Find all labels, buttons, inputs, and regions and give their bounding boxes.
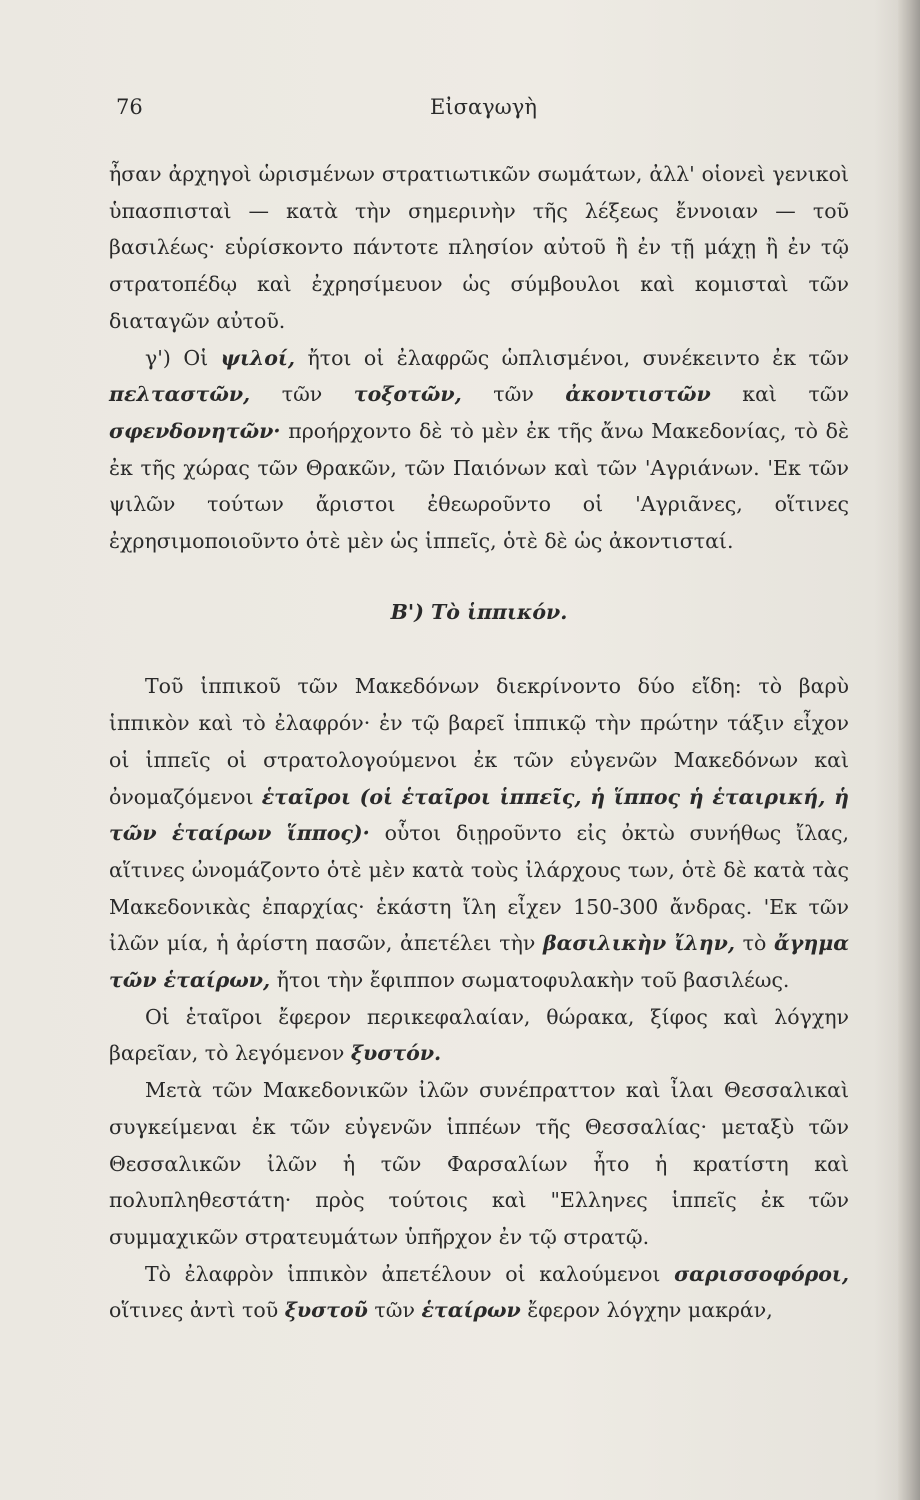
body-text <box>109 156 849 1329</box>
emphasized-term: τοξοτῶν, <box>353 382 462 407</box>
text-run: ἔφερον λόγχην μακράν, <box>520 1298 773 1323</box>
emphasized-term: ξυστόν. <box>350 1041 442 1066</box>
paragraph <box>109 999 849 1072</box>
emphasized-term: σαρισσοφόροι, <box>674 1261 849 1286</box>
text-run: Τὸ ἐλαφρὸν ἱππικὸν ἀπετέλουν οἱ καλούμενοι <box>145 1261 675 1286</box>
text-run: οὗτοι διῃροῦντο εἰς ὀκτὼ συνήθως ἴλας, αἵτινες ὠνομάζοντο ὁτὲ μὲν κατὰ τοὺς ἰλάρχους των, ὁτὲ δὲ κατὰ τὰς Μακεδονικὰς ἐπαρχίας· ἑκάστη ἴλη εἶχεν 150-300 ἄνδρας. 'Εκ τῶν ἰλῶν μία, ἡ ἀρίστη πασῶν, ἀπετέλει τὴν <box>109 821 849 956</box>
paragraph <box>109 156 849 340</box>
page-header <box>116 95 851 131</box>
text-run: τῶν <box>367 1298 422 1323</box>
text-run: γ') Οἱ <box>145 345 221 370</box>
paragraph <box>109 668 849 998</box>
text-run: τῶν <box>250 382 354 407</box>
text-run: τῶν <box>461 382 566 407</box>
text-run: Οἱ ἑταῖροι ἔφερον περικεφαλαίαν, θώρακα, ξίφος καὶ λόγχην βαρεῖαν, τὸ λεγόμενον <box>109 1004 849 1066</box>
paragraph <box>109 340 849 560</box>
text-run: Τοῦ ἱππικοῦ τῶν Μακεδόνων διεκρίνοντο δύο εἴδη: τὸ βαρὺ ἱππικὸν καὶ τὸ ἐλαφρόν· ἐν τῷ βαρεῖ ἱππικῷ τὴν πρώτην τάξιν εἶχον οἱ ἱππεῖς οἱ στρατολογούμενοι ἐκ τῶν εὐγενῶν Μακεδόνων καὶ ὀνομαζόμενοι <box>109 674 849 809</box>
emphasized-term: βασιλικὴν ἴλην, <box>542 931 736 956</box>
section-heading <box>109 594 849 631</box>
text-run: Β') Τὸ ἱππικόν. <box>390 599 568 624</box>
text-run: οἵτινες ἀντὶ τοῦ <box>109 1298 285 1323</box>
page-number: 76 <box>116 95 143 119</box>
text-run: ἦσαν ἀρχηγοὶ ὡρισμένων στρατιωτικῶν σωμάτων, ἀλλ' οἱονεὶ γενικοὶ ὑπασπισταὶ — κατὰ τὴν σημερινὴν τῆς λέξεως ἔννοιαν — τοῦ βασιλέως· εὑρίσκοντο πάντοτε πλησίον αὐτοῦ ἢ ἐν τῇ μάχῃ ἢ ἐν τῷ στρατοπέδῳ καὶ ἐχρησίμευον ὡς σύμβουλοι καὶ κομισταὶ τῶν διαταγῶν αὐτοῦ. <box>109 162 849 333</box>
emphasized-term: ψιλοί, <box>220 345 295 370</box>
emphasized-term: σφενδονητῶν· <box>109 418 281 443</box>
text-run: καὶ τῶν <box>710 382 849 407</box>
text-run: προήρχοντο δὲ τὸ μὲν ἐκ τῆς ἄνω Μακεδονίας, τὸ δὲ ἐκ τῆς χώρας τῶν Θρακῶν, τῶν Παιόνων καὶ τῶν 'Αγριάνων. 'Εκ τῶν ψιλῶν τούτων ἄριστοι ἐθεωροῦντο οἱ 'Αγριᾶνες, οἵτινες ἐχρησιμοποιοῦντο ὁτὲ μὲν ὡς ἱππεῖς, ὁτὲ δὲ ὡς ἀκοντισταί. <box>109 418 849 554</box>
paragraph <box>109 1256 849 1329</box>
paragraph <box>109 1072 849 1256</box>
text-run: τὸ <box>735 931 775 956</box>
text-run: Μετὰ τῶν Μακεδονικῶν ἰλῶν συνέπραττον καὶ ἶλαι Θεσσαλικαὶ συγκείμεναι ἐκ τῶν εὐγενῶν ἱππέων τῆς Θεσσαλίας· μεταξὺ τῶν Θεσσαλικῶν ἰλῶν ἡ τῶν Φαρσαλίων ἦτο ἡ κρατίστη καὶ πολυπληθεστάτη· πρὸς τούτοις καὶ "Ελληνες ἱππεῖς ἐκ τῶν συμμαχικῶν στρατευμάτων ὑπῆρχον ἐν τῷ στρατῷ. <box>109 1078 849 1249</box>
emphasized-term: ἀκοντιστῶν <box>565 382 711 407</box>
emphasized-term: ξυστοῦ <box>284 1298 368 1323</box>
emphasized-term: ἑταῖροι (οἱ ἑταῖροι ἱππεῖς, ἡ ἵππος ἡ ἑταιρική, ἡ τῶν ἑταίρων ἵππος)· <box>109 784 849 846</box>
text-run: ἤτοι τὴν ἔφιππον σωματοφυλακὴν τοῦ βασιλέως. <box>270 968 790 993</box>
emphasized-term: πελταστῶν, <box>109 382 251 407</box>
emphasized-term: ἑταίρων <box>421 1298 521 1323</box>
emphasized-term: ἄγημα τῶν ἑταίρων, <box>109 931 850 993</box>
text-run: ἤτοι οἱ ἐλαφρῶς ὡπλισμένοι, συνέκειντο ἐκ τῶν <box>294 345 849 370</box>
page-spine-shadow <box>898 0 920 1500</box>
running-head: Εἰσαγωγὴ <box>430 95 537 119</box>
